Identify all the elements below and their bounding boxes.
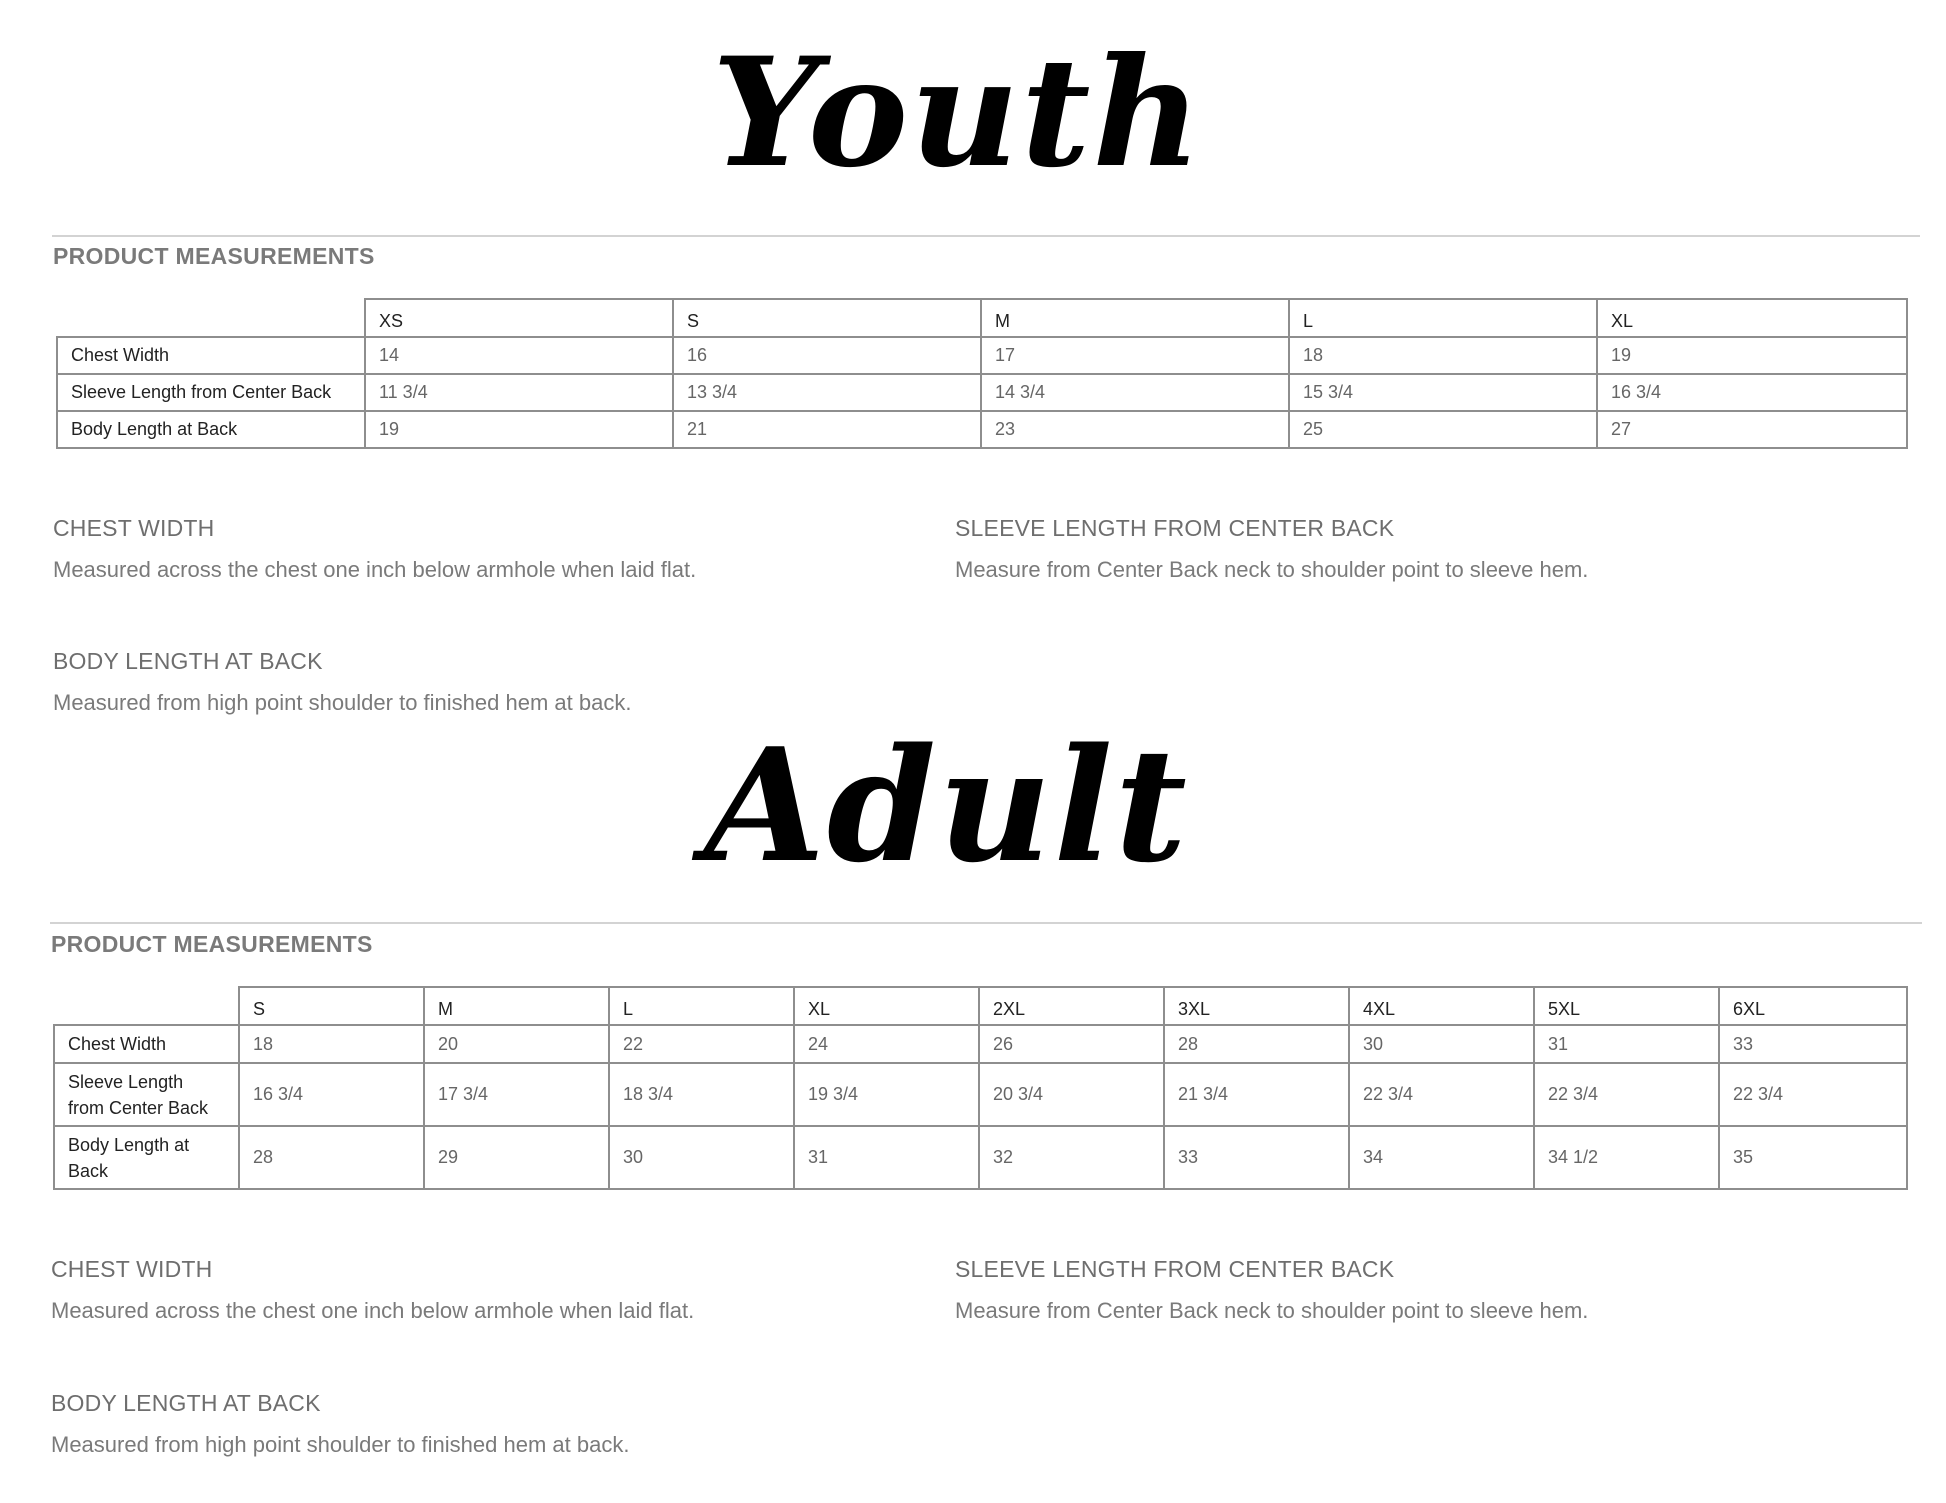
measurement-cell: 23 bbox=[981, 411, 1289, 448]
measurement-cell: 31 bbox=[1534, 1025, 1719, 1063]
size-header: XL bbox=[1597, 299, 1907, 337]
adult-divider bbox=[50, 922, 1922, 924]
measurement-cell: 20 3/4 bbox=[979, 1063, 1164, 1126]
table-row bbox=[54, 1025, 1907, 1063]
measurement-cell: 16 bbox=[673, 337, 981, 374]
measurement-cell: 22 3/4 bbox=[1349, 1063, 1534, 1126]
adult-sleeve-length-title: SLEEVE LENGTH FROM CENTER BACK bbox=[955, 1256, 1395, 1282]
measurement-cell: 33 bbox=[1719, 1025, 1907, 1063]
measurement-cell: 22 bbox=[609, 1025, 794, 1063]
size-header: 2XL bbox=[979, 987, 1164, 1025]
size-header: S bbox=[673, 299, 981, 337]
measurement-cell: 28 bbox=[1164, 1025, 1349, 1063]
row-label: Sleeve Length from Center Back bbox=[57, 374, 365, 411]
size-header: 5XL bbox=[1534, 987, 1719, 1025]
measurement-cell: 18 bbox=[1289, 337, 1597, 374]
table-row bbox=[57, 337, 1907, 374]
corner-cell bbox=[57, 299, 365, 337]
measurement-cell: 25 bbox=[1289, 411, 1597, 448]
adult-chest-width-title: CHEST WIDTH bbox=[51, 1256, 213, 1282]
measurement-cell: 19 bbox=[1597, 337, 1907, 374]
measurement-cell: 32 bbox=[979, 1126, 1164, 1189]
measurement-cell: 17 bbox=[981, 337, 1289, 374]
table-header-row bbox=[54, 987, 1907, 1025]
adult-size-table bbox=[53, 986, 1908, 1190]
measurement-cell: 26 bbox=[979, 1025, 1164, 1063]
measurement-cell: 14 3/4 bbox=[981, 374, 1289, 411]
size-header: L bbox=[609, 987, 794, 1025]
row-label bbox=[54, 1126, 239, 1189]
adult-section-heading: PRODUCT MEASUREMENTS bbox=[51, 931, 373, 957]
measurement-cell: 14 bbox=[365, 337, 673, 374]
measurement-cell: 27 bbox=[1597, 411, 1907, 448]
youth-section-heading: PRODUCT MEASUREMENTS bbox=[53, 243, 375, 269]
measurement-cell: 16 3/4 bbox=[1597, 374, 1907, 411]
adult-chest-width-text: Measured across the chest one inch below armhole when laid flat. bbox=[51, 1298, 695, 1323]
youth-body-length-text: Measured from high point shoulder to finished hem at back. bbox=[53, 690, 632, 715]
table-header-row bbox=[57, 299, 1907, 337]
table-row bbox=[57, 374, 1907, 411]
youth-sleeve-length-title: SLEEVE LENGTH FROM CENTER BACK bbox=[955, 515, 1395, 541]
size-header: XL bbox=[794, 987, 979, 1025]
measurement-cell: 19 bbox=[365, 411, 673, 448]
row-label-line: Body Length at bbox=[68, 1134, 190, 1155]
measurement-cell: 29 bbox=[424, 1126, 609, 1189]
size-header: 4XL bbox=[1349, 987, 1534, 1025]
measurement-cell: 13 3/4 bbox=[673, 374, 981, 411]
size-header: S bbox=[239, 987, 424, 1025]
table-row bbox=[54, 1063, 1907, 1126]
adult-body-length-text: Measured from high point shoulder to finished hem at back. bbox=[51, 1432, 630, 1457]
row-label-line: Sleeve Length bbox=[68, 1071, 184, 1092]
table-row bbox=[54, 1126, 1907, 1189]
measurement-cell: 11 3/4 bbox=[365, 374, 673, 411]
measurement-cell: 21 bbox=[673, 411, 981, 448]
size-header: L bbox=[1289, 299, 1597, 337]
row-label: Chest Width bbox=[54, 1025, 239, 1063]
measurement-cell: 31 bbox=[794, 1126, 979, 1189]
youth-chest-width-title: CHEST WIDTH bbox=[53, 515, 215, 541]
measurement-cell: 18 3/4 bbox=[609, 1063, 794, 1126]
youth-divider bbox=[52, 235, 1920, 237]
adult-title: Adult bbox=[704, 714, 1189, 897]
row-label bbox=[54, 1063, 239, 1126]
adult-body-length-title: BODY LENGTH AT BACK bbox=[51, 1390, 321, 1416]
size-header: XS bbox=[365, 299, 673, 337]
youth-body-length-title: BODY LENGTH AT BACK bbox=[53, 648, 323, 674]
youth-size-table bbox=[56, 298, 1908, 449]
measurement-cell: 28 bbox=[239, 1126, 424, 1189]
measurement-cell: 33 bbox=[1164, 1126, 1349, 1189]
measurement-cell: 20 bbox=[424, 1025, 609, 1063]
row-label: Chest Width bbox=[57, 337, 365, 374]
measurement-cell: 34 1/2 bbox=[1534, 1126, 1719, 1189]
size-header: M bbox=[424, 987, 609, 1025]
table-row bbox=[57, 411, 1907, 448]
adult-sleeve-length-text: Measure from Center Back neck to shoulder point to sleeve hem. bbox=[955, 1298, 1589, 1323]
youth-title: Youth bbox=[712, 25, 1204, 201]
measurement-cell: 30 bbox=[609, 1126, 794, 1189]
row-label: Body Length at Back bbox=[57, 411, 365, 448]
measurement-cell: 21 3/4 bbox=[1164, 1063, 1349, 1126]
measurement-cell: 18 bbox=[239, 1025, 424, 1063]
measurement-cell: 16 3/4 bbox=[239, 1063, 424, 1126]
measurement-cell: 22 3/4 bbox=[1719, 1063, 1907, 1126]
measurement-cell: 35 bbox=[1719, 1126, 1907, 1189]
measurement-cell: 24 bbox=[794, 1025, 979, 1063]
measurement-cell: 19 3/4 bbox=[794, 1063, 979, 1126]
size-header: 3XL bbox=[1164, 987, 1349, 1025]
corner-cell bbox=[54, 987, 239, 1025]
measurement-cell: 34 bbox=[1349, 1126, 1534, 1189]
row-label-line: from Center Back bbox=[68, 1097, 209, 1118]
measurement-cell: 22 3/4 bbox=[1534, 1063, 1719, 1126]
youth-chest-width-text: Measured across the chest one inch below armhole when laid flat. bbox=[53, 557, 697, 582]
row-label-line: Back bbox=[68, 1160, 109, 1181]
measurement-cell: 17 3/4 bbox=[424, 1063, 609, 1126]
measurement-cell: 15 3/4 bbox=[1289, 374, 1597, 411]
size-header: 6XL bbox=[1719, 987, 1907, 1025]
youth-sleeve-length-text: Measure from Center Back neck to shoulder point to sleeve hem. bbox=[955, 557, 1589, 582]
measurement-cell: 30 bbox=[1349, 1025, 1534, 1063]
size-header: M bbox=[981, 299, 1289, 337]
